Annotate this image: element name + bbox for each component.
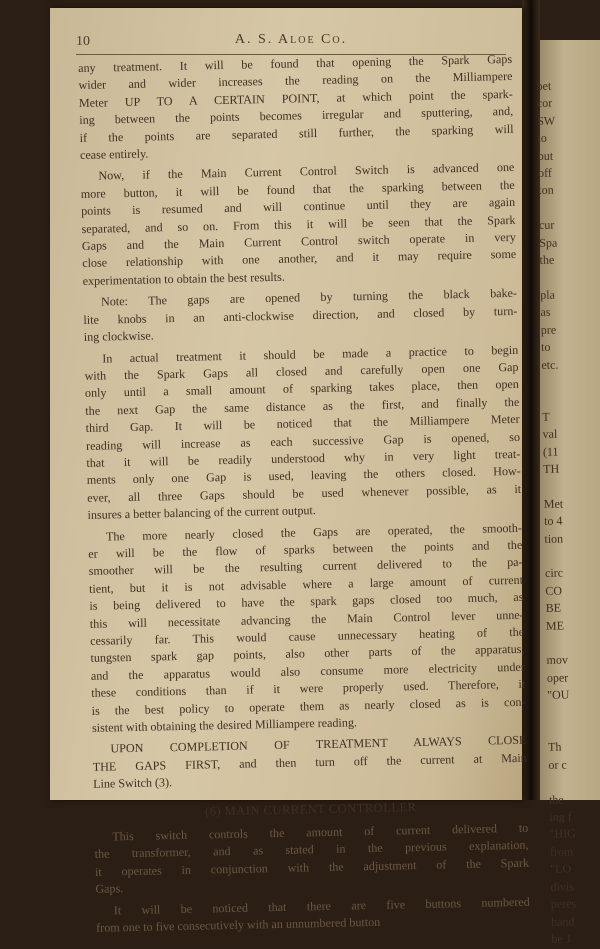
book-page	[50, 8, 530, 935]
facing-page-line: Met	[543, 496, 564, 511]
facing-page-line: CO	[545, 583, 563, 598]
text-line: third Gap. It will be noticed that the Milliampere Meter	[85, 411, 520, 436]
facing-page-line: as	[540, 305, 551, 320]
facing-page-line: to	[540, 339, 551, 354]
facing-page-edge	[536, 40, 600, 946]
facing-page-line: the	[548, 792, 564, 807]
facing-page-line: (11	[542, 444, 559, 459]
text-line: the next Gap the same distance as the first, and finally the	[85, 394, 520, 418]
text-line: tient, but it is not advisable where a large amount of current	[88, 572, 524, 596]
facing-page-line: etc.	[541, 357, 559, 372]
facing-page-line: hand	[551, 913, 575, 929]
text-line: UPON COMPLETION OF TREATMENT ALWAYS CLOSE	[110, 733, 527, 756]
facing-page-line: or c	[548, 757, 567, 772]
text-line: insures a better balancing of the current output.	[87, 503, 316, 523]
facing-page-line: TH	[543, 461, 560, 476]
text-line: ments only one Gap is used, leaving the others closed. How-	[86, 464, 521, 488]
text-line: The more nearly closed the Gaps are operated, the smooth-	[105, 520, 523, 544]
text-line: that it will be readily understood why in very light treat-	[86, 446, 521, 470]
text-line: any treatment. It will be found that opening the Spark Gaps	[78, 51, 513, 75]
facing-page-line: the	[539, 252, 555, 267]
text-line: this will necessitate advancing the Main Control lever unne-	[89, 607, 524, 631]
text-line: It will be noticed that there are five buttons numbered	[113, 894, 530, 918]
text-line: is the best policy to operate them as nearly closed as is con-	[91, 694, 526, 718]
text-line: er will be the flow of sparks between the points and the	[88, 537, 523, 561]
text-line: THE GAPS FIRST, and then turn off the current at Main	[92, 750, 527, 774]
text-line: only until a small amount of sparking takes place, then open	[84, 377, 520, 401]
text-line: Gaps.	[95, 881, 124, 897]
facing-page-line: "OU	[547, 687, 570, 703]
text-line: these conditions than if it were properly used. Therefore, it	[91, 676, 526, 701]
text-line: tungsten spark gap points, also other parts of the apparatus,	[90, 642, 525, 666]
facing-page-line: pre	[540, 322, 557, 337]
text-line: wider and wider increases the reading on the Milliampere	[78, 69, 513, 93]
facing-page-line: val	[542, 426, 558, 442]
text-line: cease entirely.	[79, 146, 149, 163]
facing-page-line: cor	[536, 96, 553, 111]
text-line: close relationship with one another, and it may require some	[82, 247, 517, 271]
text-line: lite knobs in an anti-clockwise direction, and closed by turn-	[83, 303, 518, 327]
facing-page-line: tion	[544, 531, 564, 546]
facing-page-line: "LO	[550, 861, 572, 877]
text-line: the transformer, and as stated in the previous explanation,	[94, 838, 529, 862]
text-line: points is resumed and will continue until they are again	[81, 195, 516, 219]
paragraph	[94, 820, 529, 899]
facing-page-line: SW	[537, 113, 556, 128]
text-line: is being delivered to have the spark gaps closed too much, as	[89, 589, 524, 614]
page-body-text	[78, 51, 530, 941]
page-header	[76, 30, 506, 55]
facing-page-line: to 4	[544, 513, 563, 529]
text-line: sistent with obtaining the desired Milliampere reading.	[91, 715, 358, 735]
facing-page-line: cur	[538, 217, 555, 233]
facing-page-line: be 1	[551, 931, 572, 946]
text-line: smoother will be the resulting current delivered to the pa-	[88, 555, 523, 579]
facing-page-line: Th	[547, 740, 562, 755]
text-line: Note: The gaps are opened by turning the black bake-	[100, 286, 518, 309]
page-number: 10	[76, 34, 90, 49]
facing-page-line: bet	[536, 78, 552, 93]
facing-page-line: ME	[545, 618, 565, 633]
facing-page-line: mov	[546, 652, 569, 668]
facing-page-line: circ	[544, 565, 564, 581]
facing-page-line: ton	[538, 183, 554, 198]
text-line: In actual treatment it should be made a practice to begin	[102, 342, 519, 366]
facing-page-line: T	[542, 409, 550, 424]
facing-page-line: ing f	[549, 809, 572, 824]
text-line: cessarily far. This would cause unnecessary heating of the	[90, 624, 525, 648]
text-line: This switch controls the amount of current delivered to	[112, 820, 529, 844]
text-line: from one to five consecutively with an unnumbered button	[96, 914, 381, 935]
text-line: and the apparatus would also consume more electricity under	[90, 659, 525, 683]
text-line: Now, if the Main Current Control Switch is advanced one	[98, 160, 515, 184]
facing-page-line: divis	[550, 879, 574, 894]
text-line: more button, it will be found that the sparking between the	[80, 177, 515, 201]
facing-page-line: "HIG	[549, 826, 576, 842]
text-line: ing clockwise.	[83, 328, 154, 345]
text-line: it operates in conjunction with the adjustment of the Spark	[94, 855, 530, 879]
text-line: if the points are separated still further, the sparking will	[79, 121, 514, 145]
facing-page-line: from	[549, 844, 574, 859]
paragraph	[84, 341, 522, 524]
text-line: Meter UP TO A CERTAIN POINT, at which point the spark-	[78, 86, 513, 110]
facing-page-line: off	[537, 165, 552, 180]
text-line: reading will increase as each successive Gap is opened, so	[85, 429, 521, 453]
text-line: experimentation to obtain the best results.	[82, 269, 285, 288]
text-line: separated, and so on. From this it will be seen that the Spark	[81, 212, 516, 236]
facing-page-line: BE	[545, 600, 562, 616]
facing-page-line: oper	[546, 670, 569, 685]
paragraph	[83, 285, 518, 346]
text-line: Gaps and the Main Current Control switch operate in very	[81, 229, 516, 254]
facing-page-line: but	[537, 148, 554, 163]
facing-page-line: to	[537, 130, 547, 146]
text-line: Line Switch (3).	[93, 775, 173, 792]
facing-page-line: Spa	[539, 235, 558, 250]
text-line: ever, all three Gaps should be used whenever possible, as it	[87, 481, 522, 505]
paragraph	[92, 732, 527, 793]
facing-page-line: peres	[550, 896, 577, 911]
paragraph	[78, 51, 514, 165]
section-heading: (6) MAIN CURRENT CONTROLLER	[204, 799, 417, 819]
text-line: with the Spark Gaps all closed and carefully open one Gap	[84, 359, 519, 383]
running-head: A. S. Aloe Co.	[234, 32, 348, 47]
paragraph	[88, 519, 526, 737]
paragraph	[80, 159, 516, 290]
text-line: ing between the points becomes irregular and sputtering, and,	[79, 104, 514, 128]
facing-page-line: pla	[540, 287, 555, 302]
